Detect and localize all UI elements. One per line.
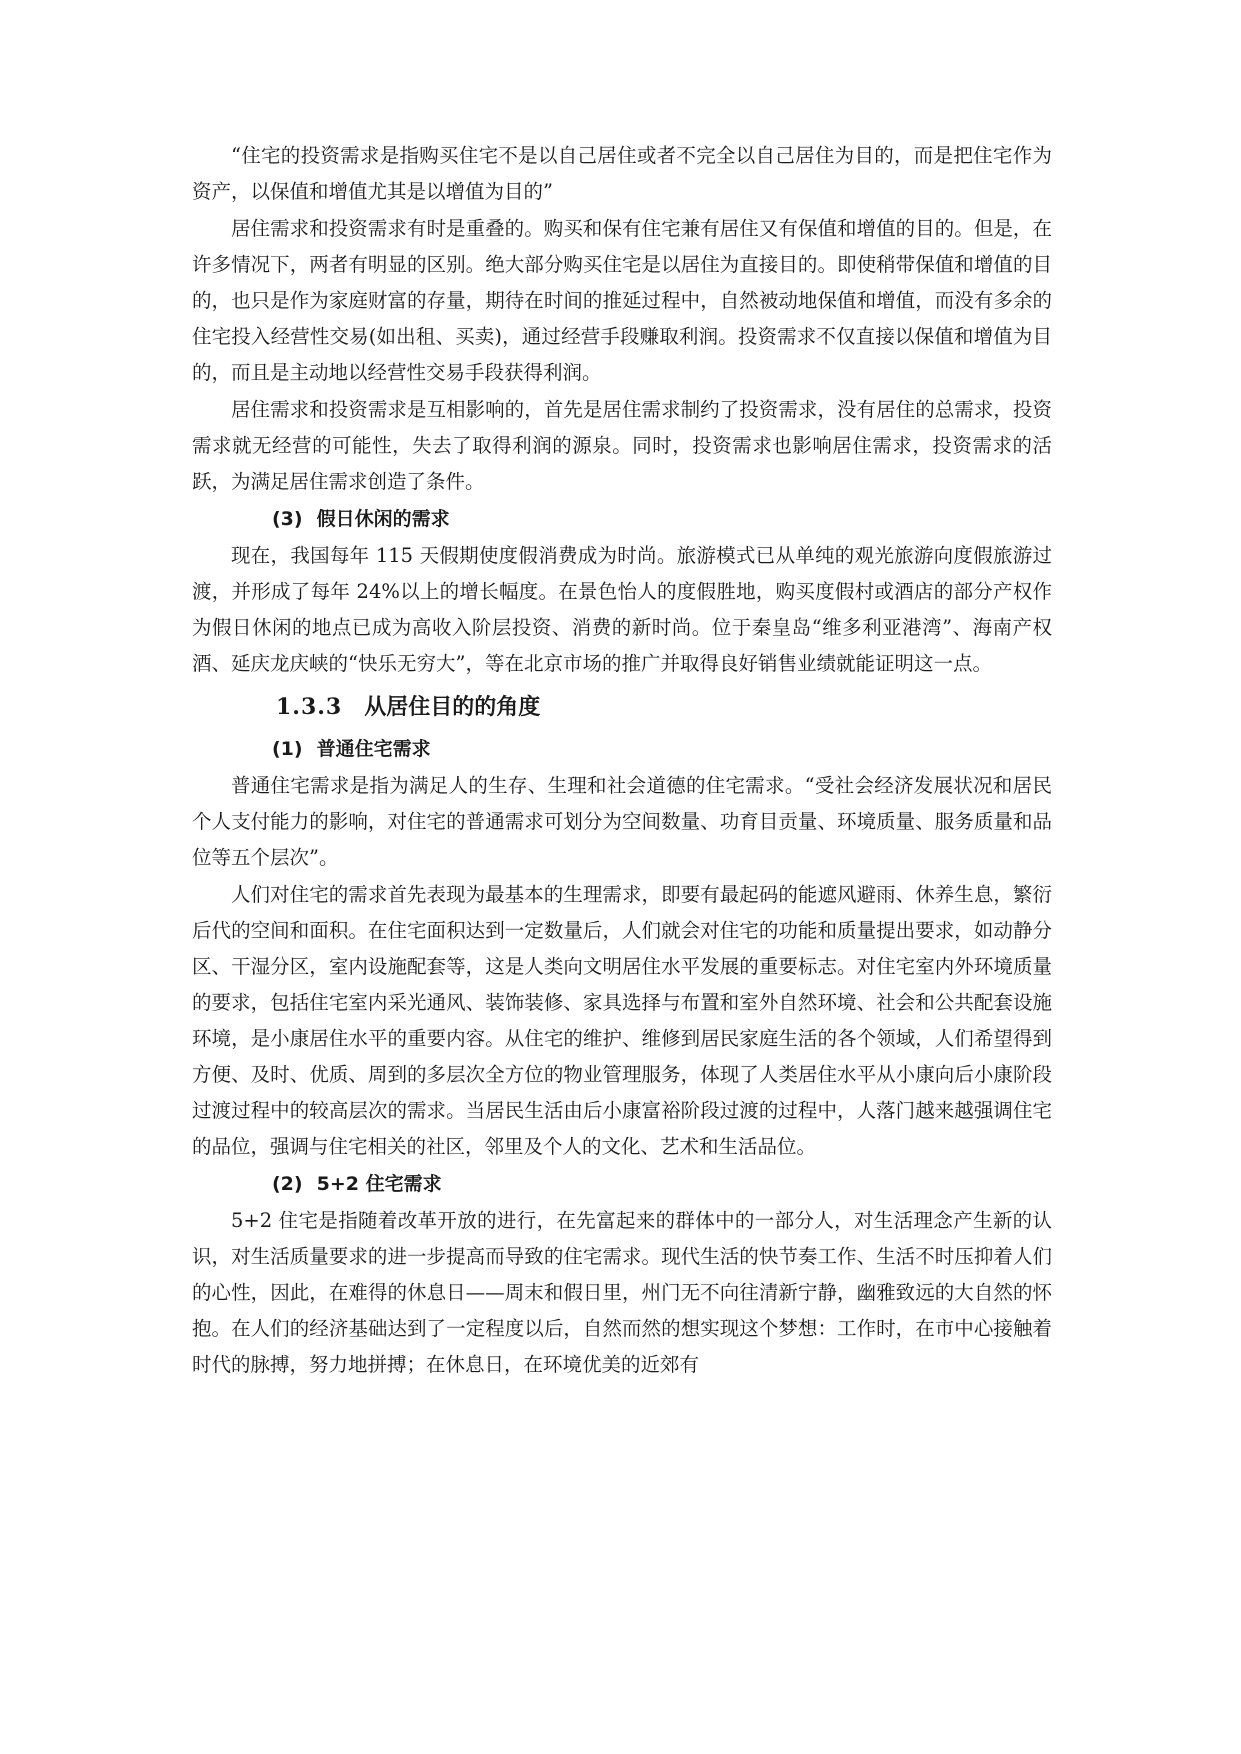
document-page bbox=[192, 138, 1052, 1383]
subheading-title: 5+2 住宅需求 bbox=[316, 1173, 442, 1195]
subheading-title: 普通住宅需求 bbox=[316, 738, 431, 760]
subheading-number: (3) bbox=[272, 508, 303, 530]
subheading-number: (1) bbox=[272, 738, 303, 760]
section-title: 从居住目的的角度 bbox=[364, 694, 541, 720]
paragraph-ordinary-levels: 人们对住宅的需求首先表现为最基本的生理需求，即要有最起码的能遮风避雨、休养生息，繁衍后代的空间和面积。在住宅面积达到一定数量后，人们就会对住宅的功能和质量提出要求，如动静分区、干湿分区，室内设施配套等，这是人类向文明居住水平发展的重要标志。对住宅室内外环境质量的要求，包括住宅室内采光通风、装饰装修、家具选择与布置和室外自然环境、社会和公共配套设施环境，是小康居住水平的重要内容。从住宅的维护、维修到居民家庭生活的各个领域，人们希望得到方便、及时、优质、周到的多层次全方位的物业管理服务，体现了人类居住水平从小康向后小康阶段过渡过程中的较高层次的需求。当居民生活由后小康富裕阶段过渡的过程中，人落门越来越强调住宅的品位，强调与住宅相关的社区，邻里及个人的文化、艺术和生活品位。 bbox=[192, 883, 1052, 1158]
paragraph-5plus2: 5+2 住宅是指随着改革开放的进行，在先富起来的群体中的一部分人，对生活理念产生新的认识，对生活质量要求的进一步提高而导致的住宅需求。现代生活的快节奏工作、生活不时压抑着人们的心性，因此，在难得的休息日——周末和假日里，州门无不向往清新宁静，幽雅致远的大自然的怀抱。在人们的经济基础达到了一定程度以后，自然而然的想实现这个梦想：工作时，在市中心接触着时代的脉搏，努力地拼搏；在休息日，在环境优美的近郊有 bbox=[192, 1209, 1052, 1376]
section-heading bbox=[192, 686, 1052, 728]
section-number: 1.3.3 bbox=[276, 694, 343, 720]
subheading-title: 假日休闲的需求 bbox=[316, 508, 450, 530]
paragraph-overlap: 居住需求和投资需求有时是重叠的。购买和保有住宅兼有居住又有保值和增值的目的。但是，在许多情况下，两者有明显的区别。绝大部分购买住宅是以居住为直接目的。即使稍带保值和增值的目的，也只是作为家庭财富的存量，期待在时间的推延过程中，自然被动地保值和增值，而没有多余的住宅投入经营性交易(如出租、买卖)，通过经营手段赚取利润。投资需求不仅直接以保值和增值为目的，而且是主动地以经营性交易手段获得利润。 bbox=[192, 217, 1052, 384]
paragraph-interaction: 居住需求和投资需求是互相影响的，首先是居住需求制约了投资需求，没有居住的总需求，投资需求就无经营的可能性，失去了取得利润的源泉。同时，投资需求也影响居住需求，投资需求的活跃，为满足居住需求创造了条件。 bbox=[192, 398, 1052, 493]
subheading-number: (2) bbox=[272, 1173, 303, 1195]
subheading-5plus2-housing bbox=[192, 1165, 1052, 1203]
subheading-ordinary-housing bbox=[192, 730, 1052, 768]
paragraph-ordinary-definition: 普通住宅需求是指为满足人的生存、生理和社会道德的住宅需求。“受社会经济发展状况和居民个人支付能力的影响，对住宅的普通需求可划分为空间数量、功育目贡量、环境质量、服务质量和品位等五个层次”。 bbox=[192, 774, 1052, 869]
subheading-holiday-leisure bbox=[192, 500, 1052, 538]
paragraph-holiday: 现在，我国每年 115 天假期使度假消费成为时尚。旅游模式已从单纯的观光旅游向度假旅游过渡，并形成了每年 24%以上的增长幅度。在景色怡人的度假胜地，购买度假村或酒店的部分产权作为假日休闲的地点已成为高收入阶层投资、消费的新时尚。位于秦皇岛“维多利亚港湾”、海南产权酒、延庆龙庆峡的“快乐无穷大”，等在北京市场的推广并取得良好销售业绩就能证明这一点。 bbox=[192, 544, 1052, 675]
paragraph-investment-definition: “住宅的投资需求是指购买住宅不是以自己居住或者不完全以自己居住为目的，而是把住宅作为资产，以保值和增值尤其是以增值为目的” bbox=[192, 144, 1052, 203]
